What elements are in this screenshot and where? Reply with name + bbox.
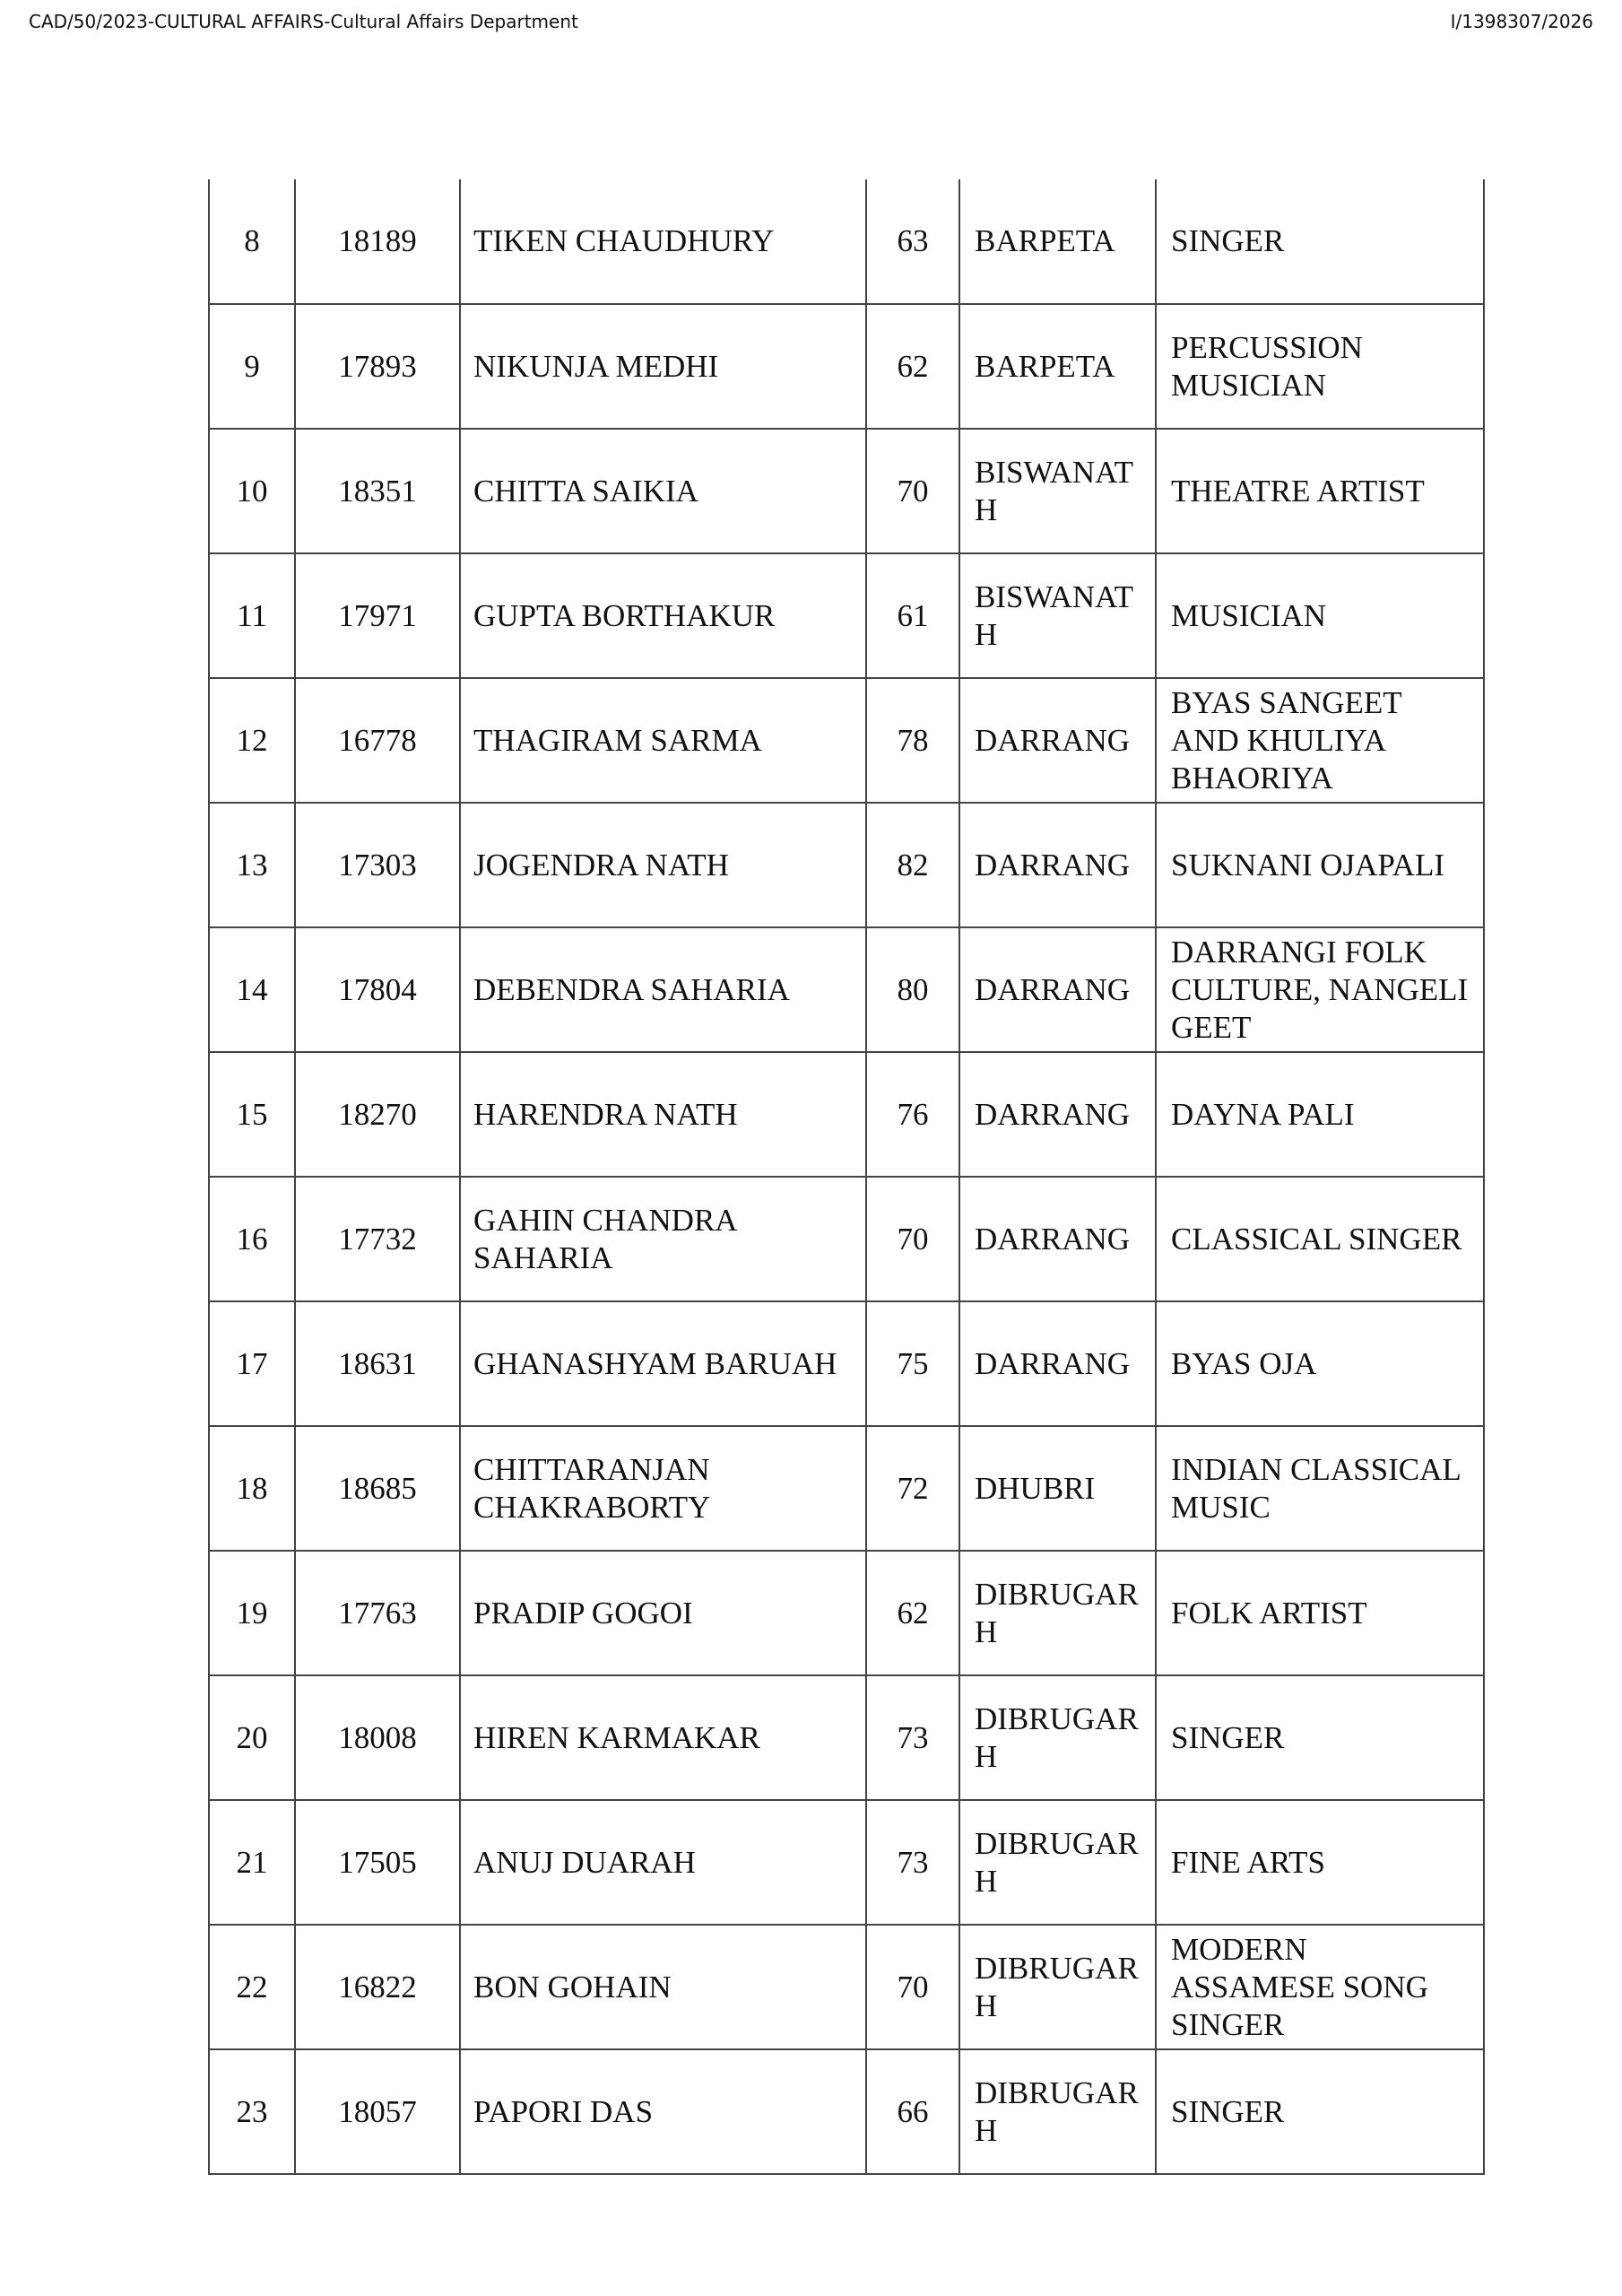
serial-number-cell: 15 <box>209 1052 295 1177</box>
table-row <box>209 179 1484 304</box>
artist-name-cell: CHITTARANJAN CHAKRABORTY <box>460 1426 866 1551</box>
serial-number-cell: 19 <box>209 1551 295 1675</box>
table-row <box>209 1177 1484 1301</box>
district-cell: DARRANG <box>959 1301 1156 1426</box>
artist-name-cell: THAGIRAM SARMA <box>460 678 866 803</box>
artist-name-cell: JOGENDRA NATH <box>460 803 866 927</box>
district-cell: BISWANATH <box>959 553 1156 678</box>
art-form-cell: MODERN ASSAMESE SONG SINGER <box>1156 1925 1484 2049</box>
district-cell: DHUBRI <box>959 1426 1156 1551</box>
artist-id-cell: 18631 <box>295 1301 460 1426</box>
district-cell: DARRANG <box>959 803 1156 927</box>
artist-name-cell: PRADIP GOGOI <box>460 1551 866 1675</box>
art-form-cell: FOLK ARTIST <box>1156 1551 1484 1675</box>
district-cell: DIBRUGARH <box>959 1551 1156 1675</box>
artist-name-cell: HARENDRA NATH <box>460 1052 866 1177</box>
artist-id-cell: 17763 <box>295 1551 460 1675</box>
art-form-cell: INDIAN CLASSICAL MUSIC <box>1156 1426 1484 1551</box>
artist-name-cell: DEBENDRA SAHARIA <box>460 927 866 1052</box>
serial-number-cell: 16 <box>209 1177 295 1301</box>
serial-number-cell: 10 <box>209 429 295 553</box>
art-form-cell: MUSICIAN <box>1156 553 1484 678</box>
table-row <box>209 304 1484 429</box>
serial-number-cell: 14 <box>209 927 295 1052</box>
age-cell: 70 <box>866 429 959 553</box>
age-cell: 78 <box>866 678 959 803</box>
serial-number-cell: 21 <box>209 1800 295 1925</box>
artist-table-body <box>209 179 1484 2174</box>
table-row <box>209 1301 1484 1426</box>
artist-name-cell: HIREN KARMAKAR <box>460 1675 866 1800</box>
district-cell: DARRANG <box>959 678 1156 803</box>
artist-name-cell: GHANASHYAM BARUAH <box>460 1301 866 1426</box>
table-row <box>209 1675 1484 1800</box>
page-header <box>29 11 1593 34</box>
age-cell: 80 <box>866 927 959 1052</box>
district-cell: BARPETA <box>959 179 1156 304</box>
artist-name-cell: GUPTA BORTHAKUR <box>460 553 866 678</box>
artist-id-cell: 17804 <box>295 927 460 1052</box>
age-cell: 72 <box>866 1426 959 1551</box>
artist-id-cell: 17893 <box>295 304 460 429</box>
table-row <box>209 429 1484 553</box>
art-form-cell: BYAS SANGEET AND KHULIYA BHAORIYA <box>1156 678 1484 803</box>
artist-table-container <box>208 179 1483 2175</box>
artist-name-cell: CHITTA SAIKIA <box>460 429 866 553</box>
serial-number-cell: 22 <box>209 1925 295 2049</box>
art-form-cell: SINGER <box>1156 2049 1484 2174</box>
artist-id-cell: 18351 <box>295 429 460 553</box>
art-form-cell: CLASSICAL SINGER <box>1156 1177 1484 1301</box>
art-form-cell: THEATRE ARTIST <box>1156 429 1484 553</box>
artist-id-cell: 18270 <box>295 1052 460 1177</box>
district-cell: BARPETA <box>959 304 1156 429</box>
artist-id-cell: 18189 <box>295 179 460 304</box>
table-row <box>209 678 1484 803</box>
document-number: I/1398307/2026 <box>1450 11 1593 32</box>
table-row <box>209 1052 1484 1177</box>
artist-name-cell: ANUJ DUARAH <box>460 1800 866 1925</box>
artist-name-cell: PAPORI DAS <box>460 2049 866 2174</box>
age-cell: 70 <box>866 1177 959 1301</box>
file-reference: CAD/50/2023-CULTURAL AFFAIRS-Cultural Affairs Department <box>29 11 578 32</box>
table-row <box>209 1551 1484 1675</box>
age-cell: 61 <box>866 553 959 678</box>
art-form-cell: PERCUSSION MUSICIAN <box>1156 304 1484 429</box>
age-cell: 62 <box>866 1551 959 1675</box>
serial-number-cell: 12 <box>209 678 295 803</box>
serial-number-cell: 11 <box>209 553 295 678</box>
district-cell: DIBRUGARH <box>959 2049 1156 2174</box>
serial-number-cell: 17 <box>209 1301 295 1426</box>
age-cell: 75 <box>866 1301 959 1426</box>
age-cell: 73 <box>866 1675 959 1800</box>
serial-number-cell: 20 <box>209 1675 295 1800</box>
artist-name-cell: TIKEN CHAUDHURY <box>460 179 866 304</box>
artist-id-cell: 18057 <box>295 2049 460 2174</box>
artist-id-cell: 18008 <box>295 1675 460 1800</box>
art-form-cell: SINGER <box>1156 1675 1484 1800</box>
age-cell: 73 <box>866 1800 959 1925</box>
table-row <box>209 927 1484 1052</box>
artist-id-cell: 17971 <box>295 553 460 678</box>
district-cell: DIBRUGARH <box>959 1675 1156 1800</box>
artist-id-cell: 17732 <box>295 1177 460 1301</box>
district-cell: BISWANATH <box>959 429 1156 553</box>
serial-number-cell: 18 <box>209 1426 295 1551</box>
district-cell: DARRANG <box>959 1052 1156 1177</box>
table-row <box>209 1800 1484 1925</box>
art-form-cell: DAYNA PALI <box>1156 1052 1484 1177</box>
table-row <box>209 1925 1484 2049</box>
artist-id-cell: 16778 <box>295 678 460 803</box>
age-cell: 82 <box>866 803 959 927</box>
district-cell: DARRANG <box>959 927 1156 1052</box>
art-form-cell: SUKNANI OJAPALI <box>1156 803 1484 927</box>
table-row <box>209 2049 1484 2174</box>
artist-name-cell: GAHIN CHANDRA SAHARIA <box>460 1177 866 1301</box>
artist-name-cell: NIKUNJA MEDHI <box>460 304 866 429</box>
age-cell: 63 <box>866 179 959 304</box>
table-row <box>209 553 1484 678</box>
age-cell: 76 <box>866 1052 959 1177</box>
serial-number-cell: 9 <box>209 304 295 429</box>
serial-number-cell: 8 <box>209 179 295 304</box>
art-form-cell: DARRANGI FOLK CULTURE, NANGELI GEET <box>1156 927 1484 1052</box>
art-form-cell: BYAS OJA <box>1156 1301 1484 1426</box>
serial-number-cell: 13 <box>209 803 295 927</box>
artist-id-cell: 17303 <box>295 803 460 927</box>
age-cell: 66 <box>866 2049 959 2174</box>
artist-id-cell: 16822 <box>295 1925 460 2049</box>
artist-id-cell: 18685 <box>295 1426 460 1551</box>
district-cell: DIBRUGARH <box>959 1800 1156 1925</box>
serial-number-cell: 23 <box>209 2049 295 2174</box>
art-form-cell: SINGER <box>1156 179 1484 304</box>
district-cell: DIBRUGARH <box>959 1925 1156 2049</box>
table-row <box>209 1426 1484 1551</box>
district-cell: DARRANG <box>959 1177 1156 1301</box>
age-cell: 70 <box>866 1925 959 2049</box>
artist-id-cell: 17505 <box>295 1800 460 1925</box>
art-form-cell: FINE ARTS <box>1156 1800 1484 1925</box>
artist-table <box>208 179 1485 2175</box>
artist-name-cell: BON GOHAIN <box>460 1925 866 2049</box>
age-cell: 62 <box>866 304 959 429</box>
table-row <box>209 803 1484 927</box>
